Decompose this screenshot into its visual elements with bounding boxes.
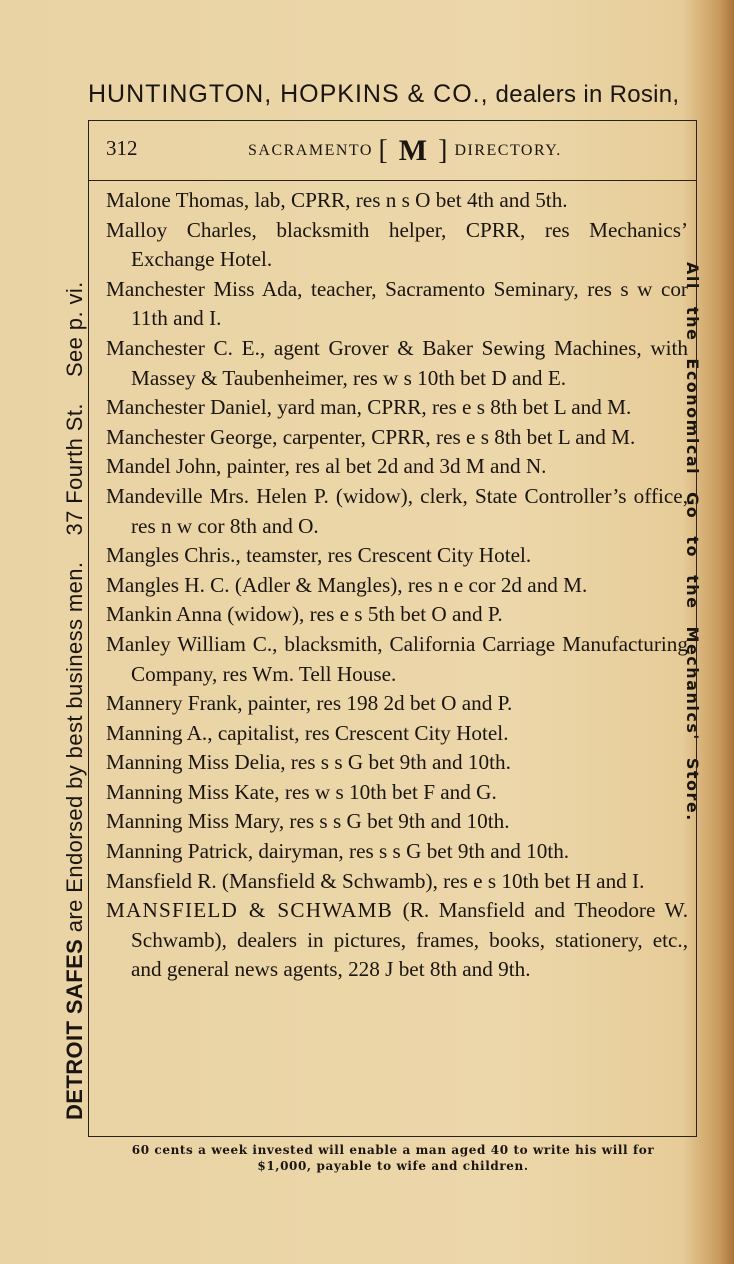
bottom-rule bbox=[88, 1136, 697, 1137]
directory-entry: Mandel John, painter, res al bet 2d and 3d M and N. bbox=[106, 454, 547, 479]
banner-business-text: dealers in Rosin, bbox=[495, 81, 680, 108]
firm-entry-details: (R. Mansfield and Theodore W. Schwamb), dealers in pictures, frames, books, stationery, etc., and general news agents, 228 J bet 8th and 9th. bbox=[131, 898, 689, 982]
section-letter: M bbox=[398, 134, 429, 167]
header-rule bbox=[88, 180, 697, 181]
left-margin-advertisement bbox=[62, 120, 88, 1120]
close-bracket: ] bbox=[438, 135, 449, 166]
firm-name: MANSFIELD & SCHWAMB bbox=[106, 898, 393, 923]
directory-entry: Manchester Miss Ada, teacher, Sacramento Seminary, res s w cor 11th and I. bbox=[106, 276, 688, 331]
footer-line-1: 60 cents a week invested will enable a man aged 40 to write his will for bbox=[131, 1143, 655, 1157]
left-ad-brand: DETROIT SAFES bbox=[62, 938, 87, 1120]
running-head bbox=[248, 134, 562, 168]
directory-entry: Manning Patrick, dairyman, res s s G bet 9th and 10th. bbox=[106, 839, 570, 864]
directory-entry: Manchester Daniel, yard man, CPRR, res e s 8th bet L and M. bbox=[106, 395, 632, 420]
directory-entry: Manchester C. E., agent Grover & Baker Sewing Machines, with Massey & Taubenheimer, res w s 10th bet D and E. bbox=[106, 335, 688, 390]
directory-entry: Mansfield R. (Mansfield & Schwamb), res e s 10th bet H and I. bbox=[106, 868, 645, 893]
footer-advertisement bbox=[92, 1142, 694, 1174]
directory-entry: Manchester George, carpenter, CPRR, res e s 8th bet L and M. bbox=[106, 424, 636, 449]
footer-line-2: $1,000, payable to wife and children. bbox=[257, 1159, 529, 1173]
left-ad-address: 37 Fourth St. bbox=[62, 403, 87, 536]
directory-entry: Malone Thomas, lab, CPRR, res n s O bet 4th and 5th. bbox=[106, 188, 568, 212]
banner-firm-name: HUNTINGTON, HOPKINS & CO., bbox=[88, 80, 489, 108]
directory-entry: Mangles H. C. (Adler & Mangles), res n e cor 2d and M. bbox=[106, 572, 588, 597]
directory-entry: Manning Miss Delia, res s s G bet 9th and 10th. bbox=[106, 750, 511, 775]
left-ad-reference: See p. vi. bbox=[62, 281, 87, 378]
running-head-directory: DIRECTORY. bbox=[454, 142, 562, 159]
directory-entry: Mangles Chris., teamster, res Crescent City Hotel. bbox=[106, 543, 532, 568]
directory-entry: Manley William C., blacksmith, California Carriage Manufacturing Company, res Wm. Tell House. bbox=[106, 631, 688, 686]
directory-entries bbox=[106, 186, 688, 985]
directory-entry: Manning A., capitalist, res Crescent City Hotel. bbox=[106, 720, 509, 745]
running-head-city: SACRAMENTO bbox=[248, 142, 373, 159]
directory-entry: Manning Miss Kate, res w s 10th bet F and G. bbox=[106, 779, 497, 804]
directory-entry: Manning Miss Mary, res s s G bet 9th and 10th. bbox=[106, 809, 510, 834]
directory-entry: Mannery Frank, painter, res 198 2d bet O and P. bbox=[106, 691, 513, 716]
open-bracket: [ bbox=[378, 135, 390, 166]
directory-entry: Mankin Anna (widow), res e s 5th bet O and P. bbox=[106, 602, 503, 627]
right-margin-advertisement: All the Economical Go to the Mechanics' Store. bbox=[683, 262, 702, 822]
firm-directory-entry bbox=[106, 896, 688, 985]
page-number: 312 bbox=[106, 136, 138, 160]
directory-entry: Malloy Charles, blacksmith helper, CPRR, res Mechanics’ Exchange Hotel. bbox=[106, 217, 688, 272]
directory-entry: Mandeville Mrs. Helen P. (widow), clerk, State Controller’s office, res n w cor 8th and O. bbox=[106, 483, 688, 538]
top-advertisement-banner bbox=[88, 80, 708, 109]
left-ad-endorsement: are Endorsed by best business men. bbox=[62, 561, 87, 933]
